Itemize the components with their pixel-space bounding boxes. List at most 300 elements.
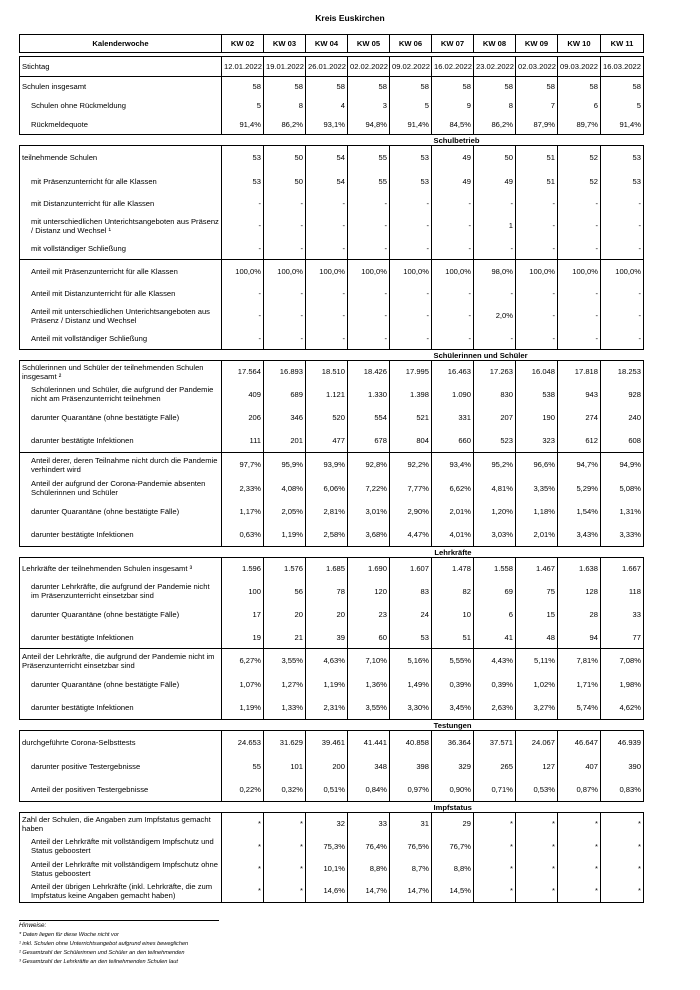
value-cell: - <box>432 304 474 328</box>
value-cell: 26.01.2022 <box>306 57 348 77</box>
table-row <box>20 361 644 383</box>
row-label: mit Distanzunterricht für alle Klassen <box>20 193 222 214</box>
value-cell: 58 <box>516 77 558 96</box>
table-row <box>20 453 644 477</box>
table-row <box>20 755 644 778</box>
section-heading-row <box>20 802 644 813</box>
value-cell: 6 <box>474 603 516 627</box>
value-cell: 4,81% <box>474 477 516 500</box>
value-cell: - <box>390 328 432 350</box>
footnote-item: ³ Gesamtzahl der Lehrkräfte an den teilnehmenden Schulen laut <box>19 959 178 965</box>
value-cell: - <box>264 283 306 304</box>
value-cell: 5,11% <box>516 649 558 673</box>
value-cell: 100,0% <box>264 260 306 283</box>
value-cell: 24.653 <box>222 731 264 755</box>
value-cell: - <box>306 283 348 304</box>
value-cell: 1,33% <box>264 696 306 720</box>
table-row <box>20 238 644 260</box>
value-cell: 76,7% <box>432 835 474 858</box>
value-cell: 14,5% <box>432 880 474 903</box>
value-cell: 1.596 <box>222 558 264 580</box>
value-cell: * <box>474 813 516 835</box>
value-cell: - <box>222 214 264 238</box>
value-cell: 118 <box>601 580 644 603</box>
value-cell: * <box>264 835 306 858</box>
value-cell: 21 <box>264 627 306 649</box>
value-cell: 0,32% <box>264 778 306 802</box>
value-cell: 6,62% <box>432 477 474 500</box>
value-cell: - <box>474 283 516 304</box>
value-cell: 523 <box>474 430 516 453</box>
value-cell: 1,36% <box>348 673 390 696</box>
value-cell: - <box>348 238 390 260</box>
value-cell: 94,9% <box>601 453 644 477</box>
value-cell: 190 <box>516 406 558 430</box>
value-cell: 1,27% <box>264 673 306 696</box>
value-cell: 346 <box>264 406 306 430</box>
row-label: darunter Quarantäne (ohne bestätigte Fälle) <box>20 500 222 524</box>
value-cell: 83 <box>390 580 432 603</box>
value-cell: 7,77% <box>390 477 432 500</box>
table-row <box>20 383 644 406</box>
value-cell: * <box>516 858 558 880</box>
value-cell: - <box>306 328 348 350</box>
value-cell: 75 <box>516 580 558 603</box>
value-cell: 95,9% <box>264 453 306 477</box>
section-heading-row <box>20 720 644 731</box>
value-cell: 58 <box>306 77 348 96</box>
value-cell: * <box>222 813 264 835</box>
value-cell: 23 <box>348 603 390 627</box>
table-row <box>20 696 644 720</box>
section-spacer <box>20 802 432 813</box>
row-label: Schulen ohne Rückmeldung <box>20 96 222 115</box>
value-cell: 7,22% <box>348 477 390 500</box>
value-cell: 1.478 <box>432 558 474 580</box>
value-cell: 3,01% <box>348 500 390 524</box>
value-cell: 41 <box>474 627 516 649</box>
value-cell: 409 <box>222 383 264 406</box>
row-label: Schülerinnen und Schüler, die aufgrund der Pandemie nicht am Präsenzunterricht teilnehmen <box>20 383 222 406</box>
value-cell: 51 <box>432 627 474 649</box>
value-cell: 55 <box>222 755 264 778</box>
value-cell: 1.467 <box>516 558 558 580</box>
table-row <box>20 673 644 696</box>
value-cell: 76,4% <box>348 835 390 858</box>
value-cell: - <box>222 328 264 350</box>
value-cell: 0,83% <box>601 778 644 802</box>
value-cell: 1.090 <box>432 383 474 406</box>
value-cell: 49 <box>432 146 474 170</box>
value-cell: 94,7% <box>558 453 601 477</box>
value-cell: 3,45% <box>432 696 474 720</box>
row-label: Anteil der aufgrund der Corona-Pandemie absenten Schülerinnen und Schüler <box>20 477 222 500</box>
value-cell: 91,4% <box>601 115 644 135</box>
value-cell: 1,17% <box>222 500 264 524</box>
value-cell: 407 <box>558 755 601 778</box>
value-cell: 1,19% <box>222 696 264 720</box>
value-cell: 5 <box>390 96 432 115</box>
value-cell: 127 <box>516 755 558 778</box>
value-cell: 390 <box>601 755 644 778</box>
value-cell: 1.576 <box>264 558 306 580</box>
value-cell: 94 <box>558 627 601 649</box>
value-cell: 678 <box>348 430 390 453</box>
value-cell: 16.463 <box>432 361 474 383</box>
weekly-school-report-table <box>19 34 644 903</box>
value-cell: 10 <box>432 603 474 627</box>
table-row <box>20 778 644 802</box>
value-cell: 1,19% <box>264 524 306 547</box>
value-cell: 5,08% <box>601 477 644 500</box>
value-cell: 18.253 <box>601 361 644 383</box>
header-week: KW 07 <box>432 35 474 53</box>
value-cell: 612 <box>558 430 601 453</box>
value-cell: 53 <box>222 170 264 193</box>
value-cell: - <box>390 214 432 238</box>
value-cell: 2,81% <box>306 500 348 524</box>
value-cell: - <box>264 193 306 214</box>
value-cell: 520 <box>306 406 348 430</box>
value-cell: 6,06% <box>306 477 348 500</box>
row-label: durchgeführte Corona-Selbsttests <box>20 731 222 755</box>
value-cell: 46.647 <box>558 731 601 755</box>
table-row <box>20 627 644 649</box>
row-label: darunter bestätigte Infektionen <box>20 627 222 649</box>
value-cell: - <box>306 214 348 238</box>
value-cell: 120 <box>348 580 390 603</box>
value-cell: - <box>222 304 264 328</box>
value-cell: 1.667 <box>601 558 644 580</box>
footnotes-title: Hinweise: <box>19 920 219 930</box>
value-cell: 100,0% <box>390 260 432 283</box>
value-cell: 16.893 <box>264 361 306 383</box>
value-cell: 398 <box>390 755 432 778</box>
value-cell: 82 <box>432 580 474 603</box>
value-cell: 17.263 <box>474 361 516 383</box>
row-label: darunter positive Testergebnisse <box>20 755 222 778</box>
table-row <box>20 430 644 453</box>
value-cell: * <box>264 813 306 835</box>
value-cell: * <box>601 858 644 880</box>
value-cell: 20 <box>306 603 348 627</box>
value-cell: 5,74% <box>558 696 601 720</box>
value-cell: * <box>558 813 601 835</box>
value-cell: - <box>348 214 390 238</box>
value-cell: 804 <box>390 430 432 453</box>
header-week: KW 08 <box>474 35 516 53</box>
row-label: Rückmeldequote <box>20 115 222 135</box>
value-cell: 3,68% <box>348 524 390 547</box>
value-cell: 16.02.2022 <box>432 57 474 77</box>
value-cell: 4,63% <box>306 649 348 673</box>
value-cell: 97,7% <box>222 453 264 477</box>
table-row <box>20 146 644 170</box>
value-cell: 100,0% <box>348 260 390 283</box>
section-spacer <box>20 720 432 731</box>
table-row <box>20 558 644 580</box>
row-label: mit Präsenzunterricht für alle Klassen <box>20 170 222 193</box>
value-cell: 1,18% <box>516 500 558 524</box>
value-cell: 48 <box>516 627 558 649</box>
footnote-item: * Daten liegen für diese Woche nicht vor <box>19 932 119 938</box>
value-cell: 1,31% <box>601 500 644 524</box>
value-cell: 1,20% <box>474 500 516 524</box>
value-cell: 55 <box>348 170 390 193</box>
value-cell: 76,5% <box>390 835 432 858</box>
value-cell: 29 <box>432 813 474 835</box>
value-cell: 02.03.2022 <box>516 57 558 77</box>
value-cell: 5,55% <box>432 649 474 673</box>
value-cell: - <box>348 328 390 350</box>
table-row <box>20 214 644 238</box>
value-cell: 8 <box>264 96 306 115</box>
value-cell: 100 <box>222 580 264 603</box>
value-cell: 5 <box>222 96 264 115</box>
value-cell: - <box>306 193 348 214</box>
value-cell: 521 <box>390 406 432 430</box>
table-row <box>20 858 644 880</box>
value-cell: * <box>558 858 601 880</box>
value-cell: 7,08% <box>601 649 644 673</box>
table-row <box>20 193 644 214</box>
value-cell: 8,8% <box>432 858 474 880</box>
value-cell: - <box>516 238 558 260</box>
section-heading-row <box>20 350 644 361</box>
value-cell: 265 <box>474 755 516 778</box>
value-cell: 24.067 <box>516 731 558 755</box>
row-label: mit unterschiedlichen Unterichtsangeboten aus Präsenz / Distanz und Wechsel ¹ <box>20 214 222 238</box>
value-cell: * <box>558 835 601 858</box>
value-cell: - <box>348 193 390 214</box>
value-cell: * <box>474 880 516 903</box>
footnotes <box>19 920 219 966</box>
value-cell: - <box>390 193 432 214</box>
value-cell: * <box>516 813 558 835</box>
value-cell: 0,90% <box>432 778 474 802</box>
value-cell: - <box>306 238 348 260</box>
value-cell: 33 <box>601 603 644 627</box>
value-cell: 32 <box>306 813 348 835</box>
value-cell: 3,33% <box>601 524 644 547</box>
value-cell: - <box>432 238 474 260</box>
value-cell: * <box>558 880 601 903</box>
value-cell: 86,2% <box>474 115 516 135</box>
value-cell: 51 <box>516 170 558 193</box>
value-cell: - <box>516 193 558 214</box>
value-cell: 1.690 <box>348 558 390 580</box>
value-cell: 12.01.2022 <box>222 57 264 77</box>
value-cell: - <box>432 214 474 238</box>
section-heading-row <box>20 135 644 146</box>
value-cell: - <box>348 304 390 328</box>
section-heading: Schulbetrieb <box>433 135 480 145</box>
value-cell: 93,1% <box>306 115 348 135</box>
value-cell: - <box>601 193 644 214</box>
value-cell: - <box>222 238 264 260</box>
value-cell: 20 <box>264 603 306 627</box>
value-cell: * <box>222 858 264 880</box>
value-cell: 92,8% <box>348 453 390 477</box>
table-row <box>20 283 644 304</box>
table-row <box>20 115 644 135</box>
value-cell: 323 <box>516 430 558 453</box>
header-week: KW 11 <box>601 35 644 53</box>
value-cell: 1.685 <box>306 558 348 580</box>
row-label: darunter bestätigte Infektionen <box>20 430 222 453</box>
section-spacer <box>474 802 644 813</box>
value-cell: 49 <box>474 170 516 193</box>
value-cell: 6 <box>558 96 601 115</box>
value-cell: 206 <box>222 406 264 430</box>
value-cell: 4,62% <box>601 696 644 720</box>
value-cell: 3,35% <box>516 477 558 500</box>
value-cell: 7 <box>516 96 558 115</box>
value-cell: 1.607 <box>390 558 432 580</box>
value-cell: 0,51% <box>306 778 348 802</box>
value-cell: 0,39% <box>432 673 474 696</box>
value-cell: 58 <box>558 77 601 96</box>
section-spacer <box>474 547 644 558</box>
value-cell: 49 <box>432 170 474 193</box>
value-cell: - <box>432 328 474 350</box>
value-cell: - <box>516 214 558 238</box>
value-cell: 31 <box>390 813 432 835</box>
section-spacer <box>20 350 432 361</box>
value-cell: 17.995 <box>390 361 432 383</box>
value-cell: 14,6% <box>306 880 348 903</box>
value-cell: 19.01.2022 <box>264 57 306 77</box>
value-cell: * <box>516 835 558 858</box>
value-cell: 3,55% <box>348 696 390 720</box>
value-cell: - <box>222 193 264 214</box>
value-cell: 96,6% <box>516 453 558 477</box>
value-cell: 18.426 <box>348 361 390 383</box>
value-cell: - <box>390 238 432 260</box>
value-cell: * <box>264 880 306 903</box>
header-week: KW 02 <box>222 35 264 53</box>
value-cell: 1,07% <box>222 673 264 696</box>
page-title: Kreis Euskirchen <box>315 13 385 23</box>
value-cell: 100,0% <box>516 260 558 283</box>
row-label: Anteil mit unterschiedlichen Unterichtsangeboten aus Präsenz / Distanz und Wechsel <box>20 304 222 328</box>
value-cell: 100,0% <box>306 260 348 283</box>
footnote-item: ¹ inkl. Schulen ohne Unterrichtsangebot aufgrund eines beweglichen <box>19 941 189 947</box>
value-cell: 10,1% <box>306 858 348 880</box>
value-cell: 2,05% <box>264 500 306 524</box>
value-cell: 89,7% <box>558 115 601 135</box>
value-cell: - <box>264 304 306 328</box>
value-cell: - <box>264 214 306 238</box>
value-cell: 39.461 <box>306 731 348 755</box>
header-week: KW 05 <box>348 35 390 53</box>
value-cell: 8,8% <box>348 858 390 880</box>
section-heading: Impfstatus <box>433 802 472 812</box>
value-cell: 0,84% <box>348 778 390 802</box>
value-cell: - <box>264 328 306 350</box>
section-spacer <box>474 720 644 731</box>
value-cell: 1,54% <box>558 500 601 524</box>
table-row <box>20 603 644 627</box>
section-heading: Schülerinnen und Schüler <box>433 350 528 360</box>
value-cell: 0,39% <box>474 673 516 696</box>
header-label: Kalenderwoche <box>20 35 222 53</box>
value-cell: 17.564 <box>222 361 264 383</box>
value-cell: 1.121 <box>306 383 348 406</box>
value-cell: 1.398 <box>390 383 432 406</box>
value-cell: 608 <box>601 430 644 453</box>
value-cell: 1,02% <box>516 673 558 696</box>
row-label: darunter Quarantäne (ohne bestätigte Fälle) <box>20 406 222 430</box>
table-row <box>20 731 644 755</box>
table-row <box>20 524 644 547</box>
table-row <box>20 580 644 603</box>
value-cell: 8,7% <box>390 858 432 880</box>
value-cell: 53 <box>390 170 432 193</box>
value-cell: - <box>390 283 432 304</box>
value-cell: 36.364 <box>432 731 474 755</box>
value-cell: 54 <box>306 146 348 170</box>
value-cell: - <box>516 304 558 328</box>
value-cell: 3,03% <box>474 524 516 547</box>
value-cell: 56 <box>264 580 306 603</box>
value-cell: 101 <box>264 755 306 778</box>
table-row <box>20 813 644 835</box>
header-week: KW 10 <box>558 35 601 53</box>
value-cell: 6,27% <box>222 649 264 673</box>
row-label: Anteil der Lehrkräfte mit vollständigem Impfschutz ohne Status geboostert <box>20 858 222 880</box>
value-cell: 31.629 <box>264 731 306 755</box>
value-cell: 91,4% <box>222 115 264 135</box>
value-cell: 3,43% <box>558 524 601 547</box>
value-cell: 09.03.2022 <box>558 57 601 77</box>
value-cell: - <box>348 283 390 304</box>
row-label: darunter bestätigte Infektionen <box>20 696 222 720</box>
value-cell: 54 <box>306 170 348 193</box>
value-cell: * <box>601 835 644 858</box>
value-cell: 538 <box>516 383 558 406</box>
value-cell: 4,08% <box>264 477 306 500</box>
value-cell: 58 <box>474 77 516 96</box>
value-cell: 0,97% <box>390 778 432 802</box>
value-cell: * <box>474 858 516 880</box>
value-cell: - <box>222 283 264 304</box>
value-cell: 4,47% <box>390 524 432 547</box>
value-cell: 1.558 <box>474 558 516 580</box>
value-cell: 100,0% <box>558 260 601 283</box>
row-label: darunter bestätigte Infektionen <box>20 524 222 547</box>
value-cell: 58 <box>264 77 306 96</box>
value-cell: - <box>432 193 474 214</box>
value-cell: - <box>558 214 601 238</box>
row-label: Lehrkräfte der teilnehmenden Schulen insgesamt ³ <box>20 558 222 580</box>
value-cell: 1,71% <box>558 673 601 696</box>
value-cell: 17 <box>222 603 264 627</box>
value-cell: 33 <box>348 813 390 835</box>
value-cell: 201 <box>264 430 306 453</box>
row-label: darunter Quarantäne (ohne bestätigte Fälle) <box>20 673 222 696</box>
value-cell: 53 <box>222 146 264 170</box>
value-cell: - <box>558 304 601 328</box>
section-heading: Lehrkräfte <box>434 547 472 557</box>
header-week: KW 09 <box>516 35 558 53</box>
value-cell: - <box>474 238 516 260</box>
value-cell: 331 <box>432 406 474 430</box>
value-cell: 477 <box>306 430 348 453</box>
value-cell: - <box>558 238 601 260</box>
value-cell: 28 <box>558 603 601 627</box>
value-cell: 1,98% <box>601 673 644 696</box>
